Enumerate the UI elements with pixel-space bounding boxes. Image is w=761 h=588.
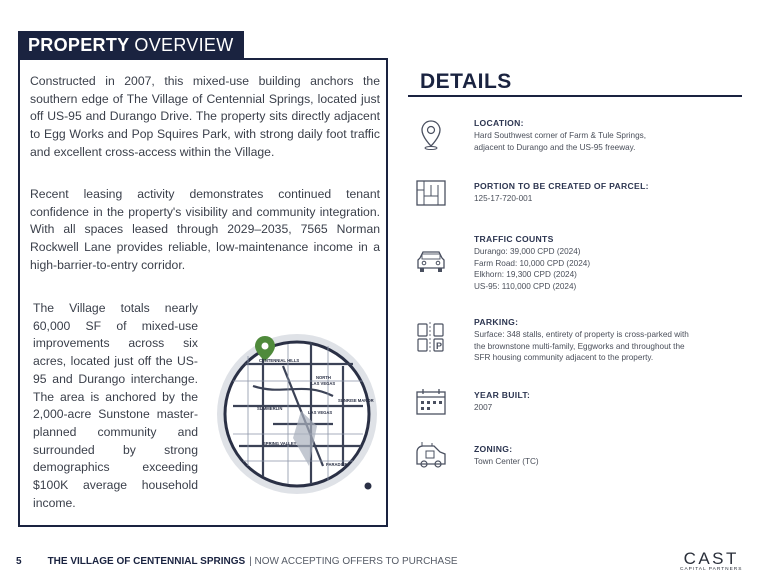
details-divider — [408, 95, 742, 97]
calendar-icon — [414, 386, 448, 420]
detail-location-label: LOCATION: — [474, 118, 524, 128]
map-label-north-lv-2: LAS VEGAS — [311, 381, 336, 386]
overview-paragraph-1: Constructed in 2007, this mixed-use building anchors the southern edge of The Village of Centennial Springs, located just off US-95 and Durango Drive. The property sits directly adjacent to Egg Works and Pop Squires Park, with strong daily foot traffic and excellent cross-access within the Village. — [30, 74, 380, 159]
footer — [16, 556, 458, 567]
detail-traffic — [474, 234, 744, 292]
map-label-paradise: PARADISE — [326, 462, 348, 467]
detail-line: 2007 — [474, 403, 493, 412]
detail-line: Elkhorn: 19,300 CPD (2024) — [474, 270, 577, 279]
detail-line: US-95: 110,000 CPD (2024) — [474, 281, 577, 291]
section-title-bold: PROPERTY — [28, 35, 130, 55]
logo-name: CAST — [683, 549, 739, 568]
details-title: DETAILS — [420, 70, 512, 93]
detail-line: the brownstone multi-family, Eggworks and throughout the — [474, 341, 685, 351]
map-label-north-lv: NORTH — [316, 375, 331, 380]
logo-sub: CAPITAL PARTNERS — [680, 567, 743, 572]
overview-paragraph-3: The Village totals nearly 60,000 SF of mixed-use improvements across six acres, located just off the US-95 and Durango interchange. The area is anchored by the 2,000-acre Sunstone master-planned community and surrounded by strong demographics exceeding $100K average household income. — [33, 301, 198, 510]
map-label-las-vegas: LAS VEGAS — [308, 410, 333, 415]
section-title-light: OVERVIEW — [134, 35, 234, 55]
parking-icon — [414, 320, 448, 354]
section-title — [18, 31, 244, 60]
parcel-plan-icon — [414, 176, 448, 210]
detail-year-built — [474, 390, 744, 414]
detail-line: Surface: 348 stalls, entirety of property is cross-parked with — [474, 330, 689, 339]
detail-line: Town Center (TC) — [474, 457, 539, 466]
car-icon — [414, 244, 448, 278]
footer-tagline: | NOW ACCEPTING OFFERS TO PURCHASE — [249, 556, 458, 567]
area-map — [213, 326, 383, 498]
cast-logo — [680, 550, 742, 572]
detail-line: Durango: 39,000 CPD (2024) — [474, 247, 581, 256]
zoning-vehicle-icon — [414, 438, 448, 472]
map-label-summerlin: SUMMERLIN — [257, 406, 283, 411]
map-label-centennial: CENTENNIAL HILLS — [259, 358, 300, 363]
detail-zoning — [474, 444, 744, 468]
detail-parking-label: PARKING: — [474, 317, 519, 327]
map-label-spring-valley: SPRING VALLEY — [263, 441, 297, 446]
detail-year-label: YEAR BUILT: — [474, 390, 531, 400]
detail-zoning-label: ZONING: — [474, 444, 513, 454]
page-number: 5 — [16, 556, 22, 567]
detail-location — [474, 118, 744, 153]
detail-line: 125-17-720-001 — [474, 194, 533, 203]
map-label-sunrise: SUNRISE MANOR — [338, 398, 374, 403]
detail-line: Farm Road: 10,000 CPD (2024) — [474, 258, 591, 268]
footer-property-name: THE VILLAGE OF CENTENNIAL SPRINGS — [47, 556, 246, 567]
svg-text:P: P — [436, 341, 443, 351]
compass-icon — [365, 483, 372, 490]
detail-traffic-label: TRAFFIC COUNTS — [474, 234, 554, 244]
detail-line: SFR housing community adjacent to the property. — [474, 353, 654, 362]
overview-paragraph-2: Recent leasing activity demonstrates continued tenant confidence in the property's visibility and community integration. With all spaces leased through 2029–2035, 7565 Norman Rockwell Lane provides reliable, low-maintenance income in a high-barrier-to-entry corridor. — [30, 187, 380, 272]
detail-parking — [474, 317, 744, 364]
detail-line: adjacent to Durango and the US-95 freeway. — [474, 142, 636, 152]
detail-parcel — [474, 181, 744, 205]
location-pin-icon — [414, 118, 448, 152]
detail-line: Hard Southwest corner of Farm & Tule Springs, — [474, 131, 647, 140]
detail-parcel-label: PORTION TO BE CREATED OF PARCEL: — [474, 181, 649, 191]
